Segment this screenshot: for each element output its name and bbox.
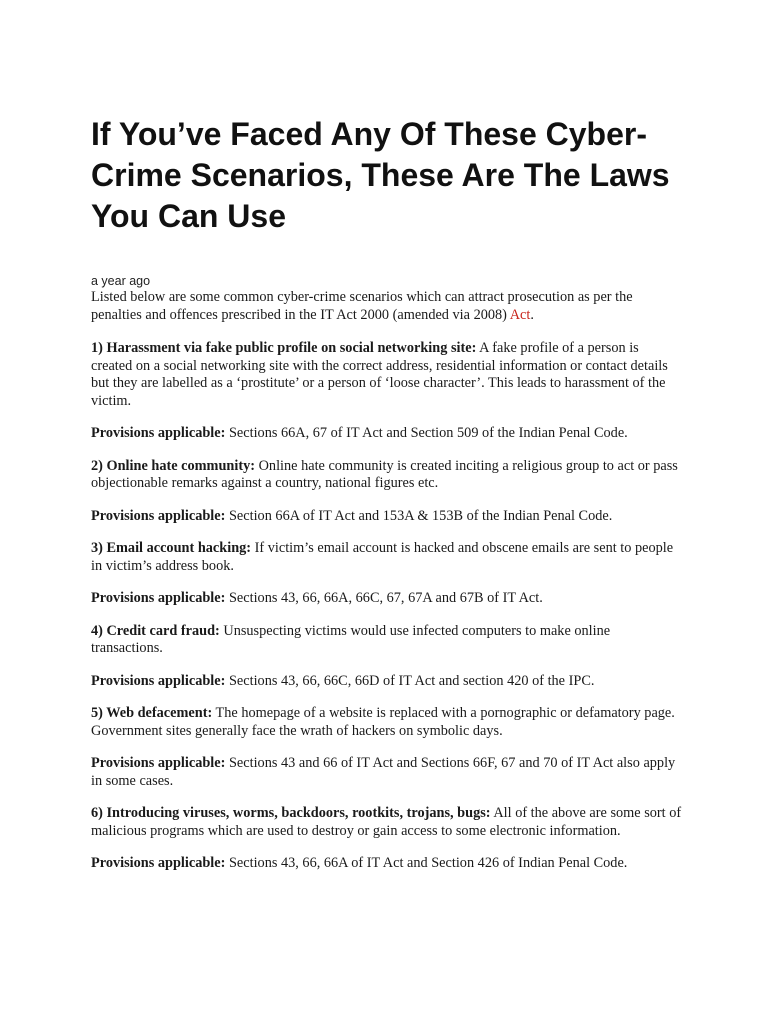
provisions-text: Section 66A of IT Act and 153A & 153B of the Indian Penal Code. xyxy=(225,507,613,524)
article-title: If You’ve Faced Any Of These Cyber-Crime Scenarios, These Are The Laws You Can Use xyxy=(91,116,670,234)
scenario-heading: 1) Harassment via fake public profile on social networking site: xyxy=(91,340,477,356)
provisions-label: Provisions applicable: xyxy=(91,425,226,441)
scenario-3 xyxy=(91,540,683,575)
intro-end: . xyxy=(530,306,534,323)
scenario-text: Online hate community is created inciting a religious group to act or pass objectionable remarks against a country, national figures etc. xyxy=(91,457,678,491)
provisions-2 xyxy=(91,508,683,526)
scenario-text: If victim’s email account is hacked and obscene emails are sent to people in victim’s address book. xyxy=(91,540,674,574)
article-body xyxy=(91,289,683,888)
scenario-1 xyxy=(91,340,683,410)
act-link[interactable]: Act xyxy=(509,306,531,323)
scenario-heading: 5) Web defacement: xyxy=(91,705,213,721)
provisions-4 xyxy=(91,673,683,691)
intro-paragraph xyxy=(91,289,683,324)
provisions-label: Provisions applicable: xyxy=(91,855,226,871)
provisions-1 xyxy=(91,425,683,443)
provisions-5 xyxy=(91,755,683,790)
scenario-2 xyxy=(91,458,683,493)
provisions-label: Provisions applicable: xyxy=(91,755,226,771)
provisions-3 xyxy=(91,590,683,608)
scenario-text: All of the above are some sort of malicious programs which are used to destroy or gain access to some electronic information. xyxy=(91,805,682,839)
scenario-text: Unsuspecting victims would use infected computers to make online transactions. xyxy=(91,622,611,656)
scenario-heading: 2) Online hate community: xyxy=(91,457,256,474)
scenario-text: A fake profile of a person is created on a social networking site with the correct address, residential information or contact details but they are labelled as a ‘prostitute’ or a person of ‘loose character’. This leads to harassment of the victim. xyxy=(91,340,668,409)
article-timestamp: a year ago xyxy=(91,274,151,288)
provisions-text: Sections 43, 66, 66A of IT Act and Section 426 of Indian Penal Code. xyxy=(225,855,628,871)
scenario-5 xyxy=(91,705,683,740)
scenario-4 xyxy=(91,623,683,658)
scenario-text: The homepage of a website is replaced with a pornographic or defamatory page. Government sites generally face the wrath of hackers on symbolic days. xyxy=(91,705,675,739)
scenario-heading: 4) Credit card fraud: xyxy=(91,622,220,639)
scenario-heading: 6) Introducing viruses, worms, backdoors, rootkits, trojans, bugs: xyxy=(91,805,491,821)
provisions-6 xyxy=(91,855,683,873)
provisions-label: Provisions applicable: xyxy=(91,590,226,606)
provisions-text: Sections 43, 66, 66A, 66C, 67, 67A and 67B of IT Act. xyxy=(225,590,543,606)
provisions-label: Provisions applicable: xyxy=(91,672,226,689)
provisions-text: Sections 43, 66, 66C, 66D of IT Act and section 420 of the IPC. xyxy=(225,672,595,689)
scenario-heading: 3) Email account hacking: xyxy=(91,540,252,556)
scenario-6 xyxy=(91,805,683,840)
provisions-text: Sections 43 and 66 of IT Act and Sections 66F, 67 and 70 of IT Act also apply in some cases. xyxy=(91,755,676,789)
provisions-text: Sections 66A, 67 of IT Act and Section 509 of the Indian Penal Code. xyxy=(225,425,628,441)
intro-text: Listed below are some common cyber-crime scenarios which can attract prosecution as per the penalties and offences prescribed in the IT Act 2000 (amended via 2008) xyxy=(91,289,633,323)
provisions-label: Provisions applicable: xyxy=(91,507,226,524)
